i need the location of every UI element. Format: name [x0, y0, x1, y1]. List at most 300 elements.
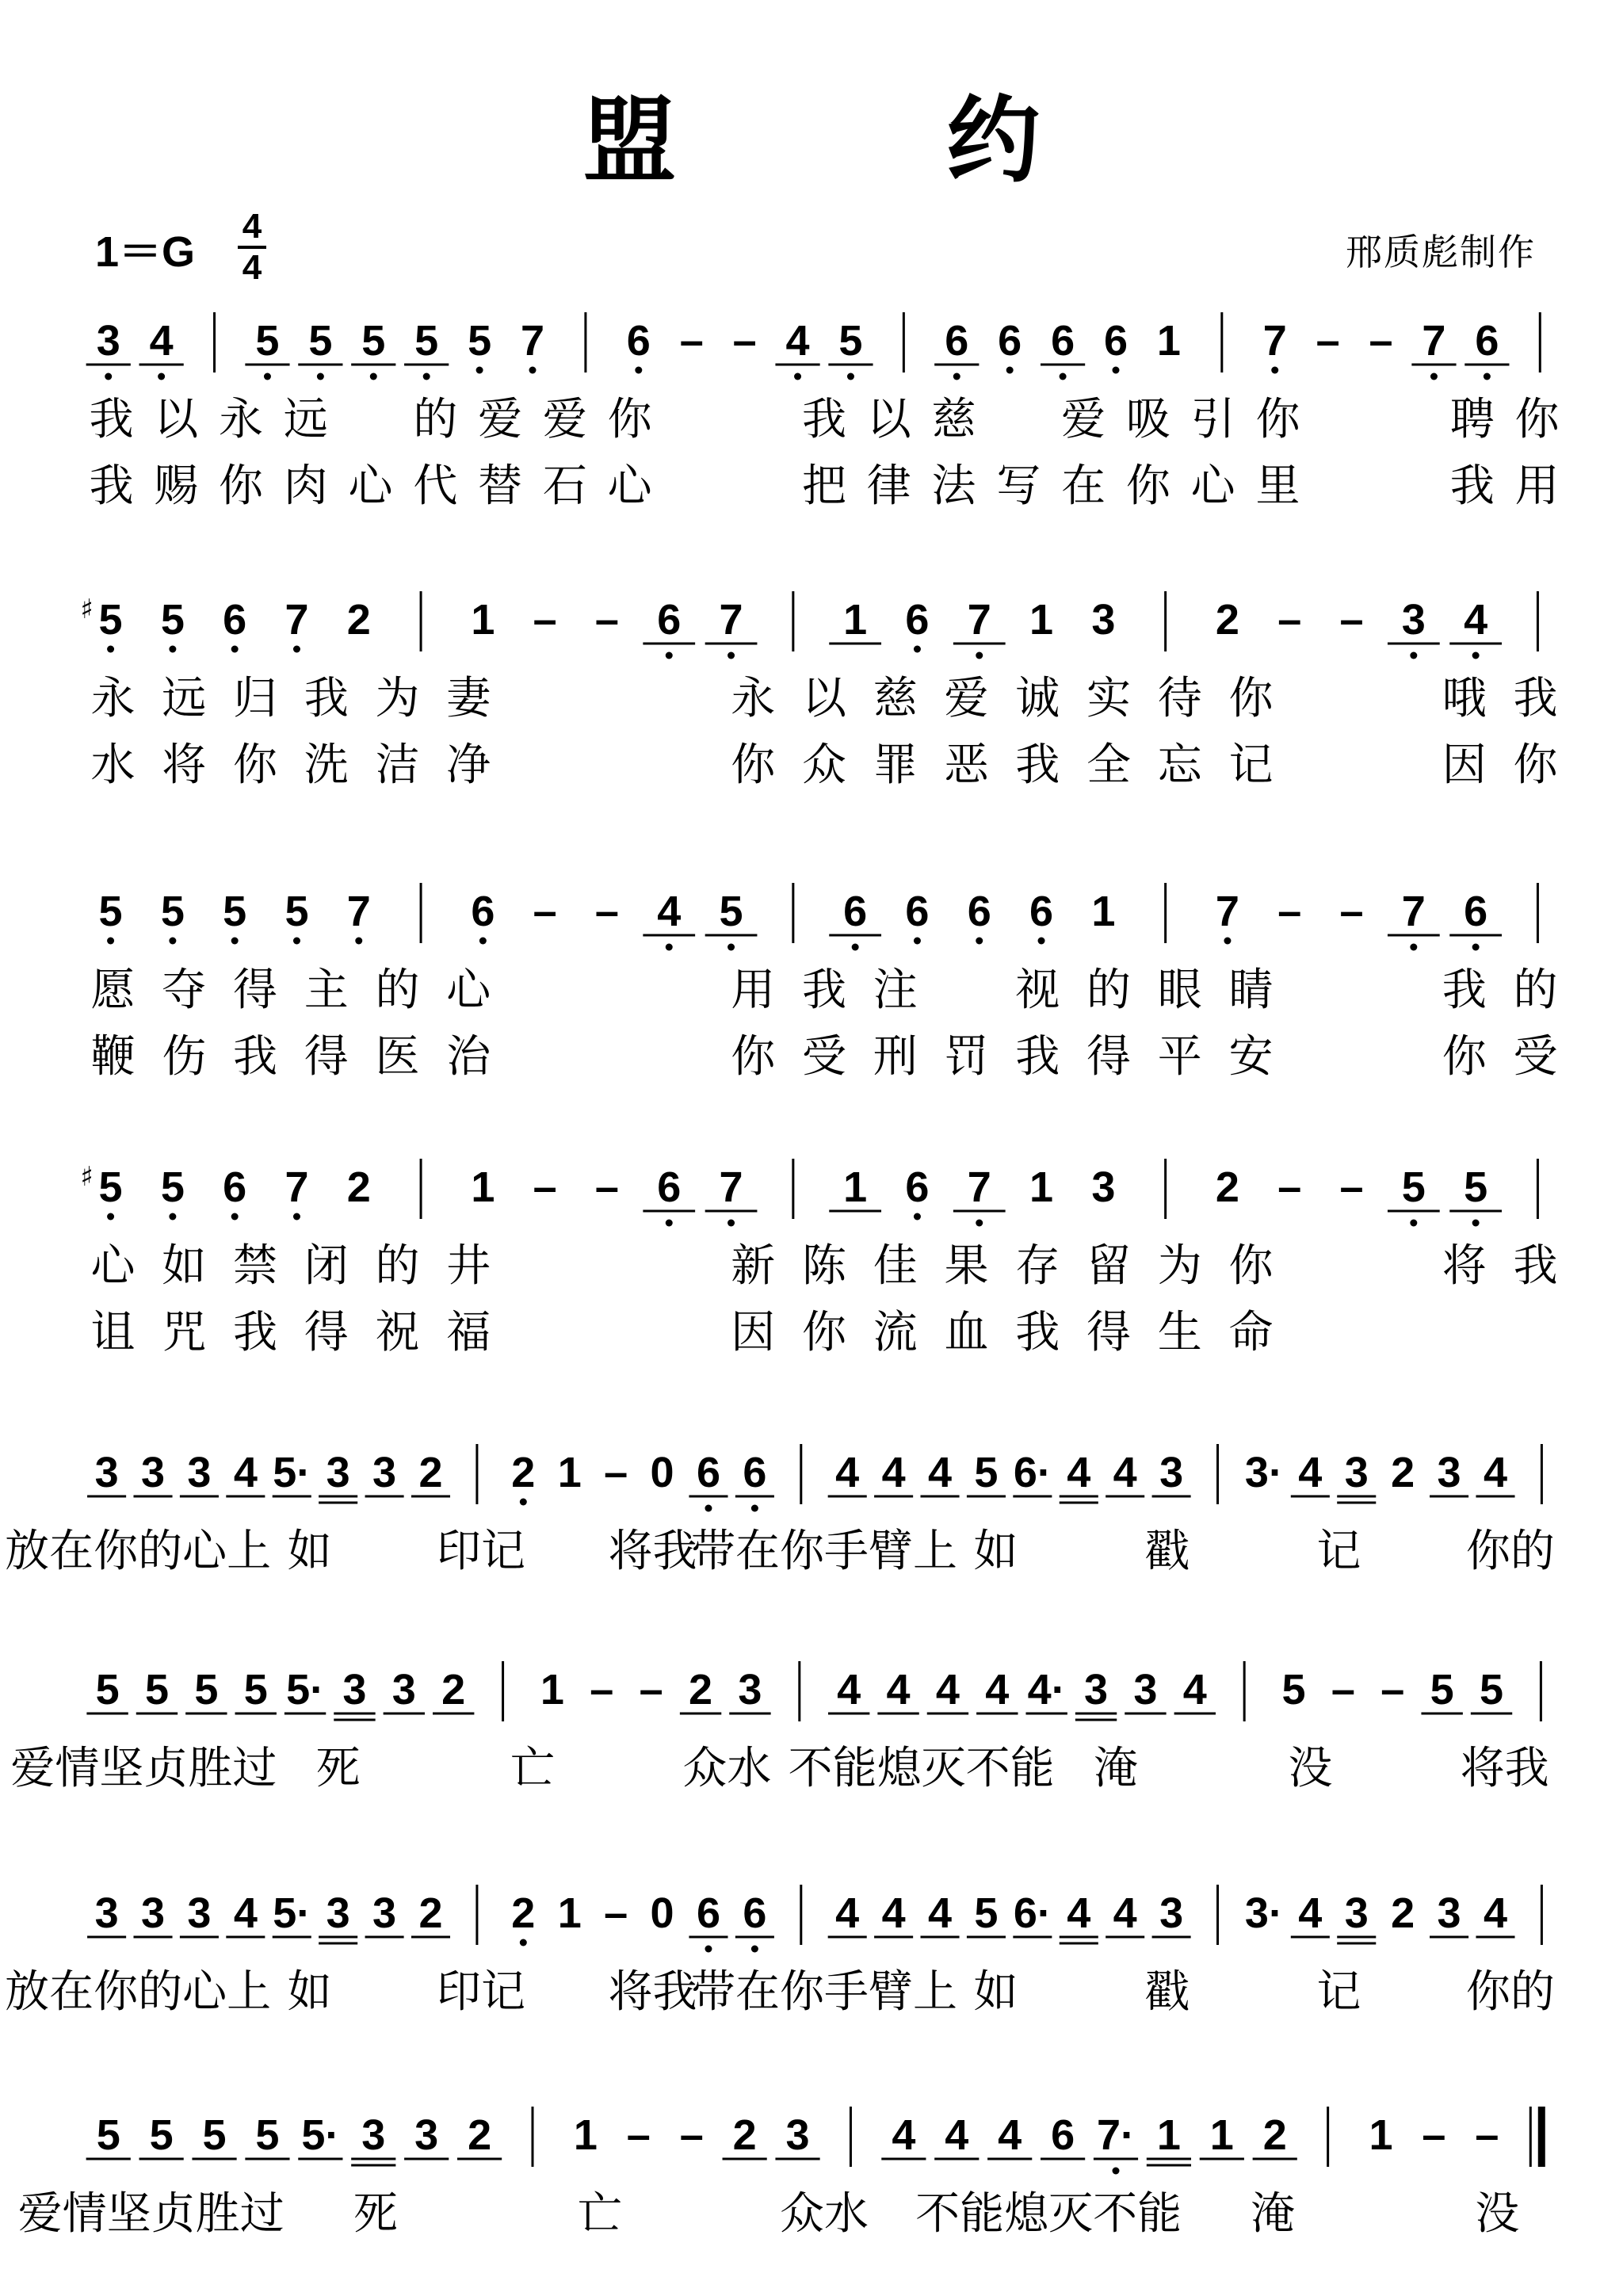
note: –	[679, 317, 704, 365]
note: 7	[520, 317, 545, 365]
lyric-syllable: 以	[154, 394, 199, 445]
octave-dot	[317, 373, 324, 380]
lyric-syllable: 闭	[304, 1240, 349, 1292]
note: 6	[843, 888, 868, 935]
lyric-syllable: 我	[1449, 460, 1495, 512]
lyric-syllable: 诅	[90, 1307, 136, 1358]
lyric-syllable: 你	[1442, 1031, 1487, 1083]
lyric-syllable: 引	[1190, 394, 1235, 445]
lyric-syllable: 留	[1086, 1240, 1132, 1292]
note: 1	[843, 596, 868, 644]
note: –	[1339, 888, 1364, 935]
note: –	[533, 888, 557, 935]
note: 5	[974, 1449, 999, 1496]
lyric-syllable: 你	[1514, 394, 1560, 445]
octave-dot	[423, 373, 430, 380]
lyric-syllable: 陈	[802, 1240, 846, 1292]
octave-dot	[169, 938, 176, 945]
note: 5	[98, 888, 123, 935]
note: 3	[326, 1449, 350, 1496]
lyric-syllable: 待	[1157, 673, 1202, 724]
note: 3	[342, 1666, 367, 1713]
lyric-syllable: 心	[348, 460, 393, 512]
note: 5	[98, 596, 123, 644]
lyric-syllable: 刑	[873, 1031, 918, 1083]
octave-dot	[976, 652, 983, 659]
octave-dot	[1113, 2168, 1120, 2175]
lyric-syllable: 哦	[1442, 673, 1487, 724]
note: 0	[650, 1449, 674, 1496]
note: 7	[719, 596, 743, 644]
lyric-syllable: 如	[973, 1966, 1018, 2018]
note: 1	[1156, 317, 1181, 365]
note: –	[590, 1666, 614, 1713]
note: 7	[1215, 888, 1239, 935]
note: 5	[1281, 1666, 1306, 1713]
note: –	[679, 2111, 704, 2159]
note: 2	[1215, 1163, 1239, 1211]
note: 5	[285, 888, 309, 935]
note: –	[604, 1889, 628, 1937]
note: 5	[96, 2111, 120, 2159]
note: 3	[391, 1666, 416, 1713]
lyric-syllable: 用	[731, 965, 776, 1016]
lyric-syllable: 戳	[1144, 1526, 1190, 1577]
octave-dot	[293, 938, 300, 945]
lyric-syllable: 我	[802, 965, 846, 1016]
octave-dot	[666, 1220, 673, 1227]
note: 4	[886, 1666, 911, 1713]
octave-dot	[476, 367, 483, 374]
note: 3·	[1244, 1449, 1283, 1496]
note: 4	[1067, 1449, 1091, 1496]
note: 4	[1483, 1889, 1508, 1937]
octave-dot	[847, 373, 854, 380]
octave-dot	[370, 373, 377, 380]
lyric-syllable: 写	[996, 460, 1041, 512]
lyric-syllable: 血	[944, 1307, 989, 1358]
octave-dot	[914, 938, 921, 945]
author-credit: 邢质彪制作	[1346, 231, 1536, 273]
lyric-syllable: 爱情坚贞胜过	[10, 1743, 277, 1794]
lyric-syllable: 永	[731, 673, 776, 724]
note: 3	[1133, 1666, 1158, 1713]
note: 2	[732, 2111, 757, 2159]
octave-dot	[976, 938, 983, 945]
note: 3	[140, 1889, 166, 1937]
note: 6	[223, 596, 247, 644]
octave-dot	[520, 1499, 527, 1506]
note: 2	[689, 1666, 713, 1713]
lyric-syllable: 治	[446, 1031, 491, 1083]
lyric-syllable: 安	[1228, 1031, 1274, 1083]
lyric-syllable: 福	[446, 1307, 491, 1358]
note: 6	[223, 1163, 247, 1211]
lyric-syllable: 夺	[162, 965, 207, 1016]
lyric-syllable: 将我	[608, 1966, 697, 2018]
lyric-syllable: 我	[1015, 1307, 1060, 1358]
note: 6·	[1013, 1889, 1052, 1937]
lyric-syllable: 祝	[375, 1307, 420, 1358]
octave-dot	[666, 652, 673, 659]
lyric-syllable: 诚	[1015, 673, 1060, 724]
octave-dot	[794, 373, 801, 380]
note: 6	[1051, 2111, 1075, 2159]
note: 5	[223, 888, 247, 935]
octave-dot	[953, 373, 960, 380]
octave-dot	[1410, 1220, 1417, 1227]
lyric-syllable: 受	[802, 1031, 846, 1083]
note: 2	[441, 1666, 466, 1713]
octave-dot	[1224, 938, 1231, 945]
note: –	[639, 1666, 663, 1713]
lyric-syllable: 亡	[510, 1743, 555, 1794]
note: 1	[1369, 2111, 1393, 2159]
note: 5	[160, 1163, 185, 1211]
octave-dot	[751, 1505, 758, 1512]
octave-dot	[293, 646, 300, 653]
note: 4	[785, 317, 810, 365]
lyric-syllable: 如	[287, 1966, 332, 2018]
lyric-syllable: 的	[1513, 965, 1558, 1016]
note: –	[594, 1163, 619, 1211]
lyric-syllable: 视	[1015, 965, 1060, 1016]
note: 3	[96, 317, 120, 365]
lyric-syllable: 禁	[232, 1240, 277, 1292]
note: 4	[835, 1449, 860, 1496]
note: 1	[1029, 596, 1054, 644]
lyric-syllable: 死	[353, 2188, 398, 2240]
octave-dot	[107, 1213, 114, 1221]
octave-dot	[1472, 944, 1480, 951]
note: 3	[140, 1449, 166, 1496]
lyric-syllable: 井	[446, 1240, 491, 1292]
note: 3	[1344, 1449, 1369, 1496]
note: 3	[326, 1889, 350, 1937]
lyric-syllable: 的	[1086, 965, 1132, 1016]
note: 4	[881, 1449, 906, 1496]
lyric-syllable: 放在你的心上	[5, 1526, 272, 1577]
note: 6	[905, 1163, 930, 1211]
note: 2	[346, 1163, 371, 1211]
lyric-syllable: 律	[866, 460, 911, 512]
lyric-syllable: 代	[413, 460, 458, 512]
note: 1	[573, 2111, 598, 2159]
octave-dot	[264, 373, 271, 380]
note: 5	[974, 1889, 999, 1937]
lyric-syllable: 得	[232, 965, 277, 1016]
note: 4	[945, 2111, 969, 2159]
note: 4	[998, 2111, 1022, 2159]
lyric-syllable: 你的	[1465, 1966, 1555, 2018]
note: 3	[1159, 1449, 1184, 1496]
note: 4	[928, 1889, 953, 1937]
note: 5·	[273, 1449, 311, 1496]
lyric-syllable: 净	[446, 739, 491, 791]
lyric-syllable: 心	[1190, 460, 1235, 512]
lyric-syllable: 记	[1316, 1966, 1361, 2018]
lyric-syllable: 命	[1228, 1307, 1274, 1358]
note: 5·	[286, 1666, 325, 1713]
lyric-syllable: 你	[1125, 460, 1170, 512]
note: 5	[144, 1666, 169, 1713]
lyric-syllable: 果	[944, 1240, 989, 1292]
octave-dot	[914, 1213, 921, 1221]
note: 1	[540, 1666, 564, 1713]
lyric-syllable: 戳	[1144, 1966, 1190, 2018]
lyric-syllable: 你的	[1465, 1526, 1555, 1577]
note: 3	[94, 1449, 119, 1496]
key-signature: 1＝G	[95, 228, 196, 276]
note: 5	[255, 2111, 280, 2159]
lyric-syllable: 佳	[873, 1240, 918, 1292]
note: 3	[187, 1449, 212, 1496]
octave-dot	[293, 1213, 300, 1221]
lyric-syllable: 受	[1513, 1031, 1558, 1083]
note: 1	[1156, 2111, 1181, 2159]
note: 7	[1262, 317, 1287, 365]
lyric-syllable: 的	[375, 965, 420, 1016]
note: –	[594, 888, 619, 935]
note: 6	[626, 317, 651, 365]
octave-dot	[355, 938, 362, 945]
note: 3	[1091, 1163, 1116, 1211]
lyric-syllable: 带在你手臂上	[691, 1526, 957, 1577]
lyric-syllable: 你	[731, 739, 776, 791]
lyric-syllable: 的	[413, 394, 458, 445]
lyric-syllable: 以	[866, 394, 911, 445]
octave-dot	[666, 944, 673, 951]
lyric-syllable: 我	[232, 1307, 277, 1358]
note: 4	[881, 1889, 906, 1937]
note: 1	[557, 1449, 582, 1496]
lyric-syllable: 平	[1157, 1031, 1202, 1083]
note: 3	[1159, 1889, 1184, 1937]
note: 4	[837, 1666, 861, 1713]
note: 6	[945, 317, 969, 365]
lyric-syllable: 爱	[944, 673, 989, 724]
note: –	[533, 1163, 557, 1211]
note: 5	[1430, 1666, 1454, 1713]
lyric-syllable: 不能熄灭不能	[788, 1743, 1055, 1794]
lyric-syllable: 记	[1316, 1526, 1361, 1577]
note: 3	[1091, 596, 1116, 644]
note: 4	[1298, 1449, 1323, 1496]
time-signature-top: 4	[242, 207, 262, 246]
lyric-syllable: 得	[1086, 1307, 1132, 1358]
lyric-syllable: 永	[219, 394, 263, 445]
lyric-syllable: 印记	[437, 1526, 526, 1577]
lyric-syllable: 洗	[304, 739, 349, 791]
octave-dot	[1472, 652, 1480, 659]
note: 3	[187, 1889, 212, 1937]
lyric-syllable: 将	[1442, 1240, 1487, 1292]
note: 4·	[1027, 1666, 1066, 1713]
lyric-syllable: 我	[802, 394, 846, 445]
note: –	[1475, 2111, 1499, 2159]
note: –	[1277, 1163, 1302, 1211]
note: 5	[414, 317, 439, 365]
lyric-syllable: 你	[607, 394, 652, 445]
lyric-syllable: 恶	[944, 739, 989, 791]
octave-dot	[1430, 373, 1438, 380]
note: 2	[1391, 1889, 1415, 1937]
note: 4	[233, 1449, 258, 1496]
lyric-syllable: 你	[1228, 673, 1274, 724]
octave-dot	[169, 646, 176, 653]
note: 3	[1344, 1889, 1369, 1937]
lyric-syllable: 实	[1086, 673, 1132, 724]
note: 3·	[1244, 1889, 1283, 1937]
octave-dot	[169, 1213, 176, 1221]
note: 5	[1480, 1666, 1504, 1713]
note: 5	[1464, 1163, 1488, 1211]
octave-dot	[727, 944, 735, 951]
note: 7	[285, 596, 309, 644]
lyric-syllable: 你	[802, 1307, 846, 1358]
lyric-syllable: 新	[731, 1240, 776, 1292]
note: 4	[1182, 1666, 1207, 1713]
lyric-syllable: 归	[232, 673, 277, 724]
note: 4	[935, 1666, 960, 1713]
lyric-syllable: 得	[304, 1307, 349, 1358]
octave-dot	[107, 646, 114, 653]
lyric-syllable: 如	[973, 1526, 1018, 1577]
note: 5	[719, 888, 743, 935]
octave-dot	[1038, 938, 1045, 945]
lyric-syllable: 得	[304, 1031, 349, 1083]
note: 6	[967, 888, 991, 935]
lyric-syllable: 爱	[542, 394, 587, 445]
lyric-syllable: 洁	[375, 739, 420, 791]
lyric-syllable: 以	[802, 673, 846, 724]
note: 4	[985, 1666, 1010, 1713]
octave-dot	[1472, 1220, 1480, 1227]
note: 1	[1091, 888, 1116, 935]
octave-dot	[705, 1505, 712, 1512]
lyric-syllable: 爱	[1061, 394, 1106, 445]
lyric-syllable: 的	[375, 1240, 420, 1292]
octave-dot	[705, 1946, 712, 1953]
lyric-syllable: 全	[1086, 739, 1132, 791]
note: 5	[98, 1163, 123, 1211]
lyric-syllable: 没	[1288, 1743, 1333, 1794]
note: 2	[468, 2111, 492, 2159]
lyric-syllable: 死	[315, 1743, 361, 1794]
octave-dot	[852, 944, 859, 951]
lyric-syllable: 我	[304, 673, 349, 724]
note: 5	[838, 317, 863, 365]
note: 5	[194, 1666, 219, 1713]
note: 5·	[273, 1889, 311, 1937]
note: 0	[650, 1889, 674, 1937]
note: 4	[928, 1449, 953, 1496]
lyric-syllable: 远	[283, 394, 328, 445]
lyric-syllable: 妻	[446, 673, 491, 724]
octave-dot	[976, 1220, 983, 1227]
octave-dot	[1271, 367, 1278, 374]
note: –	[604, 1449, 628, 1496]
note: 7	[719, 1163, 743, 1211]
note: –	[1339, 1163, 1364, 1211]
octave-dot	[1410, 652, 1417, 659]
note: 4	[657, 888, 682, 935]
lyric-syllable: 为	[375, 673, 420, 724]
note: 1	[557, 1889, 582, 1937]
lyric-syllable: 将我	[608, 1526, 697, 1577]
octave-dot	[231, 646, 239, 653]
octave-dot	[914, 646, 921, 653]
lyric-syllable: 鞭	[90, 1031, 136, 1083]
octave-dot	[520, 1939, 527, 1946]
note: 4	[1067, 1889, 1091, 1937]
note: –	[594, 596, 619, 644]
lyric-syllable: 我	[1015, 1031, 1060, 1083]
note: 5·	[301, 2111, 340, 2159]
note: 3	[738, 1666, 762, 1713]
lyric-syllable: 睛	[1228, 965, 1274, 1016]
note: 2	[1215, 596, 1239, 644]
note: 3	[414, 2111, 439, 2159]
note: 3	[361, 2111, 386, 2159]
lyric-syllable: 你	[1513, 739, 1558, 791]
note: 2	[418, 1889, 443, 1937]
note: 3	[1437, 1889, 1461, 1937]
lyric-syllable: 你	[232, 739, 277, 791]
lyric-syllable: 生	[1157, 1307, 1202, 1358]
lyric-syllable: 把	[802, 460, 846, 512]
lyric-syllable: 慈	[873, 673, 918, 724]
note: 5	[95, 1666, 120, 1713]
note: –	[626, 2111, 651, 2159]
lyric-syllable: 水	[90, 739, 136, 791]
lyric-syllable: 不能熄灭不能	[915, 2188, 1182, 2240]
lyric-syllable: 我	[1442, 965, 1487, 1016]
note: –	[1277, 596, 1302, 644]
lyric-syllable: 众水	[780, 2188, 869, 2240]
note: 6	[905, 596, 930, 644]
lyric-syllable: 淹	[1251, 2188, 1296, 2240]
note: 5	[468, 317, 492, 365]
note: 6	[1029, 888, 1054, 935]
lyric-syllable: 我	[1513, 1240, 1558, 1292]
note: –	[1422, 2111, 1446, 2159]
octave-dot	[158, 373, 165, 380]
note: 5	[202, 2111, 227, 2159]
octave-dot	[727, 652, 735, 659]
lyric-syllable: 为	[1157, 1240, 1202, 1292]
note: 4	[892, 2111, 916, 2159]
note: 2	[511, 1889, 536, 1937]
note: 7·	[1096, 2111, 1136, 2159]
note: 7	[967, 1163, 991, 1211]
lyric-syllable: 伤	[162, 1031, 207, 1083]
lyric-syllable: 医	[375, 1031, 420, 1083]
note: 5	[308, 317, 333, 365]
lyric-syllable: 爱情坚贞胜过	[17, 2188, 285, 2240]
note: 6	[657, 1163, 682, 1211]
lyric-syllable: 永	[90, 673, 136, 724]
lyric-syllable: 淹	[1094, 1743, 1138, 1794]
lyric-syllable: 眼	[1157, 965, 1202, 1016]
lyric-syllable: 愿	[90, 965, 136, 1016]
note: 5	[255, 317, 280, 365]
lyric-syllable: 我	[232, 1031, 277, 1083]
note: 2	[346, 596, 371, 644]
note: 1	[471, 1163, 495, 1211]
lyric-syllable: 我	[1015, 739, 1060, 791]
note: –	[1277, 888, 1302, 935]
